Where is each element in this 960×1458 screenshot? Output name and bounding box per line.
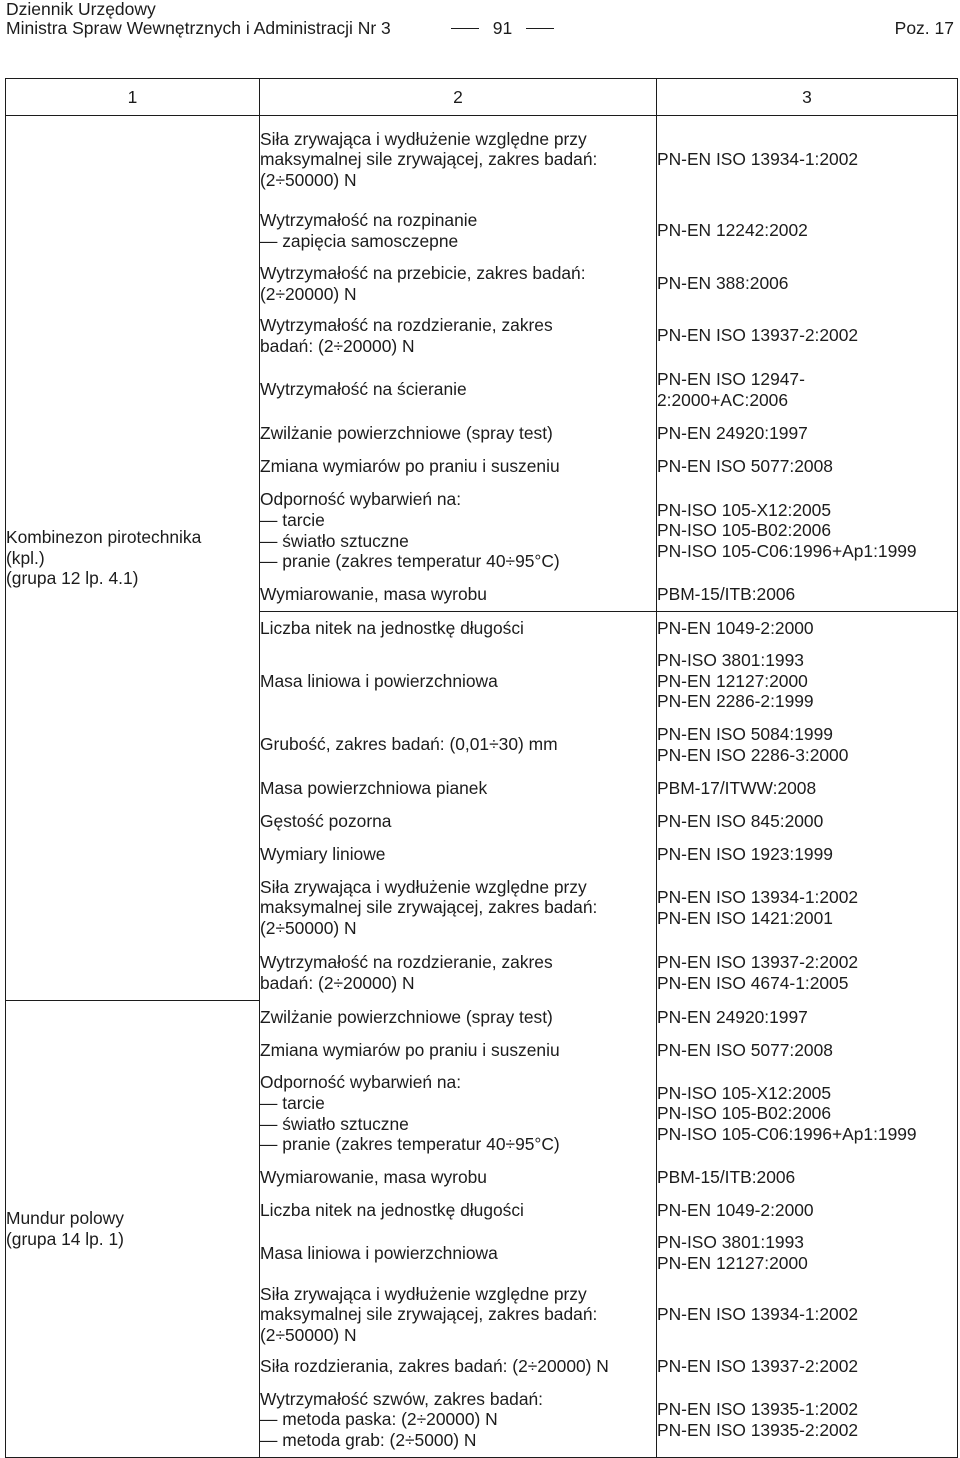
standard-text: PN-EN ISO 13934-1:2002	[657, 149, 859, 170]
page-header	[6, 0, 954, 38]
standard-text: PN-EN 12242:2002	[657, 220, 808, 241]
property-text: Siła zrywająca i wydłużenie względne przy	[260, 876, 587, 897]
property-text: Wytrzymałość na rozdzieranie, zakres	[260, 314, 553, 335]
property-text: Masa liniowa i powierzchniowa	[260, 670, 498, 691]
standard-cell	[657, 871, 958, 945]
product-group-label-line: (grupa 14 lp. 1)	[6, 1229, 124, 1249]
property-cell	[260, 1001, 657, 1034]
standard-text: PN-ISO 105-C06:1996+Ap1:1999	[657, 1123, 917, 1144]
header-line	[6, 19, 954, 38]
standard-text: PN-EN ISO 13934-1:2002	[657, 886, 859, 907]
property-text: Wymiarowanie, masa wyrobu	[260, 584, 487, 605]
standard-text: PN-EN 24920:1997	[657, 1006, 808, 1027]
table-row	[6, 1001, 958, 1034]
ministry-title: Ministra Spraw Wewnętrznych i Administracji Nr 3	[6, 18, 391, 38]
standard-text: PN-EN ISO 13935-1:2002	[657, 1399, 859, 1420]
standard-cell	[657, 483, 958, 579]
standard-text: PBM-15/ITB:2006	[657, 584, 796, 605]
journal-title: Dziennik Urzędowy	[6, 0, 156, 19]
standard-text: PN-EN 24920:1997	[657, 423, 808, 444]
property-text: Wytrzymałość szwów, zakres badań:	[260, 1388, 544, 1409]
standard-cell	[657, 362, 958, 418]
property-text: Grubość, zakres badań: (0,01÷30) mm	[260, 734, 558, 755]
standard-text: PBM-15/ITB:2006	[657, 1166, 796, 1187]
property-text: Wymiarowanie, masa wyrobu	[260, 1166, 487, 1187]
property-text: Siła zrywająca i wydłużenie względne przy	[260, 128, 587, 149]
standard-cell	[657, 1350, 958, 1383]
standard-text: PN-EN 1049-2:2000	[657, 617, 814, 638]
standard-cell	[657, 1001, 958, 1034]
property-text: Zwilżanie powierzchniowe (spray test)	[260, 423, 553, 444]
property-text: (2÷50000) N	[260, 917, 357, 938]
property-text: Masa liniowa i powierzchniowa	[260, 1242, 498, 1263]
standard-cell	[657, 612, 958, 645]
standard-text: PN-EN 12127:2000	[657, 670, 808, 691]
standard-text: PBM-17/ITWW:2008	[657, 777, 817, 798]
property-cell	[260, 310, 657, 362]
property-cell	[260, 362, 657, 418]
property-text: Wytrzymałość na rozdzieranie, zakres	[260, 951, 553, 972]
standard-cell	[657, 838, 958, 871]
standard-cell	[657, 1227, 958, 1280]
property-text: Siła rozdzierania, zakres badań: (2÷20000) N	[260, 1355, 609, 1376]
standard-text: PN-EN 12127:2000	[657, 1253, 808, 1273]
property-cell	[260, 838, 657, 871]
property-text: Wytrzymałość na przebicie, zakres badań:	[260, 262, 586, 283]
property-cell	[260, 450, 657, 483]
property-text: maksymalnej sile zrywającej, zakres badań:	[260, 897, 598, 918]
product-group-label-line: Mundur polowy	[6, 1208, 124, 1229]
position-number: Poz. 17	[894, 18, 954, 38]
property-text: Masa powierzchniowa pianek	[260, 777, 488, 798]
standard-cell	[657, 1067, 958, 1161]
standard-cell	[657, 1280, 958, 1350]
standard-text: PN-ISO 105-B02:2006	[657, 520, 832, 541]
standard-cell	[657, 418, 958, 450]
standard-text: PN-EN ISO 4674-1:2005	[657, 972, 849, 993]
property-cell	[260, 579, 657, 612]
product-group-label-line: (grupa 12 lp. 4.1)	[6, 568, 139, 589]
property-text: Wytrzymałość na rozpinanie	[260, 209, 478, 230]
property-text: Wytrzymałość na ścieranie	[260, 379, 467, 400]
product-group-label-line: (kpl.)	[6, 547, 45, 568]
column-header-2: 2	[260, 79, 657, 116]
standard-cell	[657, 116, 958, 204]
standard-text: 2:2000+AC:2006	[657, 389, 789, 410]
standard-text: PN-EN ISO 13934-1:2002	[657, 1304, 859, 1325]
property-text: Odporność wybarwień na:	[260, 1072, 462, 1093]
standard-cell	[657, 204, 958, 258]
property-text: — światło sztuczne	[260, 1114, 656, 1135]
property-cell	[260, 1350, 657, 1383]
standard-text: PN-EN ISO 13937-2:2002	[657, 951, 859, 972]
property-text: Gęstość pozorna	[260, 810, 392, 831]
property-text: Siła zrywająca i wydłużenie względne przy	[260, 1283, 587, 1304]
standard-cell	[657, 1034, 958, 1067]
standard-text: PN-EN 1049-2:2000	[657, 1199, 814, 1220]
product-group-label-line: Kombinezon pirotechnika	[6, 527, 202, 548]
standard-text: PN-EN ISO 5077:2008	[657, 455, 833, 476]
property-cell	[260, 772, 657, 805]
standard-cell	[657, 1161, 958, 1194]
standard-text: PN-ISO 105-C06:1996+Ap1:1999	[657, 540, 917, 561]
property-text: Odporność wybarwień na:	[260, 489, 462, 510]
property-text: — metoda paska: (2÷20000) N	[260, 1409, 656, 1430]
property-cell	[260, 645, 657, 718]
property-cell	[260, 1034, 657, 1067]
property-text: — zapięcia samosczepne	[260, 231, 656, 252]
standard-cell	[657, 1383, 958, 1458]
standard-text: PN-EN 388:2006	[657, 273, 789, 294]
standard-text: PN-EN 2286-2:1999	[657, 691, 814, 712]
property-text: Liczba nitek na jednostkę długości	[260, 617, 524, 638]
property-text: maksymalnej sile zrywającej, zakres badań:	[260, 1304, 598, 1325]
property-cell	[260, 483, 657, 579]
standard-text: PN-EN ISO 5077:2008	[657, 1039, 833, 1060]
property-cell	[260, 204, 657, 258]
column-header-3: 3	[657, 79, 958, 116]
standard-cell	[657, 450, 958, 483]
column-header-row	[6, 79, 958, 116]
dash-right	[526, 28, 554, 29]
standard-text: PN-EN ISO 13935-2:2002	[657, 1419, 859, 1440]
page-number-block	[437, 19, 568, 38]
product-group-cell	[6, 1001, 260, 1458]
property-text: Wymiary liniowe	[260, 843, 386, 864]
property-cell	[260, 1280, 657, 1350]
property-text: — światło sztuczne	[260, 531, 656, 552]
property-text: badań: (2÷20000) N	[260, 972, 415, 993]
property-cell	[260, 1067, 657, 1161]
column-header-1: 1	[6, 79, 260, 116]
property-cell	[260, 1161, 657, 1194]
standard-cell	[657, 645, 958, 718]
standard-cell	[657, 579, 958, 612]
property-cell	[260, 945, 657, 1001]
property-cell	[260, 612, 657, 645]
property-text: — pranie (zakres temperatur 40÷95°C)	[260, 1134, 656, 1155]
standard-text: PN-ISO 3801:1993	[657, 1232, 804, 1253]
property-text: Zwilżanie powierzchniowe (spray test)	[260, 1006, 553, 1027]
standards-table	[5, 78, 958, 1458]
standard-cell	[657, 772, 958, 805]
standard-cell	[657, 945, 958, 1001]
property-text: (2÷50000) N	[260, 170, 357, 191]
standard-cell	[657, 310, 958, 362]
standard-text: PN-EN ISO 845:2000	[657, 810, 824, 831]
standard-cell	[657, 718, 958, 772]
property-cell	[260, 116, 657, 204]
property-text: Zmiana wymiarów po praniu i suszeniu	[260, 1039, 560, 1060]
property-cell	[260, 718, 657, 772]
property-text: — tarcie	[260, 1093, 656, 1114]
standard-text: PN-ISO 105-B02:2006	[657, 1103, 832, 1124]
standard-text: PN-EN ISO 13937-2:2002	[657, 1355, 859, 1376]
property-cell	[260, 258, 657, 310]
standard-text: PN-EN ISO 2286-3:2000	[657, 744, 849, 765]
dash-left	[451, 28, 479, 29]
property-text: (2÷50000) N	[260, 1324, 357, 1345]
standard-cell	[657, 258, 958, 310]
property-cell	[260, 418, 657, 450]
product-group-cell	[6, 116, 260, 1001]
property-text: Liczba nitek na jednostkę długości	[260, 1199, 524, 1220]
standard-cell	[657, 805, 958, 838]
page-number: 91	[492, 18, 513, 38]
property-cell	[260, 1194, 657, 1227]
standard-text: PN-EN ISO 13937-2:2002	[657, 325, 859, 346]
property-cell	[260, 1227, 657, 1280]
property-text: — tarcie	[260, 510, 656, 531]
property-text: — pranie (zakres temperatur 40÷95°C)	[260, 551, 656, 572]
standard-text: PN-ISO 105-X12:2005	[657, 499, 832, 520]
property-text: — metoda grab: (2÷5000) N	[260, 1430, 656, 1451]
property-cell	[260, 871, 657, 945]
standard-text: PN-ISO 105-X12:2005	[657, 1082, 832, 1103]
standard-cell	[657, 1194, 958, 1227]
standard-text: PN-EN ISO 5084:1999	[657, 723, 833, 744]
table-body	[6, 116, 958, 1458]
standard-text: PN-ISO 3801:1993	[657, 650, 804, 671]
property-text: maksymalnej sile zrywającej, zakres badań:	[260, 149, 598, 170]
property-cell	[260, 805, 657, 838]
property-text: (2÷20000) N	[260, 283, 357, 304]
standard-text: PN-EN ISO 1421:2001	[657, 907, 833, 928]
property-text: Zmiana wymiarów po praniu i suszeniu	[260, 455, 560, 476]
standard-text: PN-EN ISO 1923:1999	[657, 843, 833, 864]
property-cell	[260, 1383, 657, 1458]
property-text: badań: (2÷20000) N	[260, 335, 415, 356]
standard-text: PN-EN ISO 12947-	[657, 368, 805, 389]
table-row	[6, 116, 958, 204]
